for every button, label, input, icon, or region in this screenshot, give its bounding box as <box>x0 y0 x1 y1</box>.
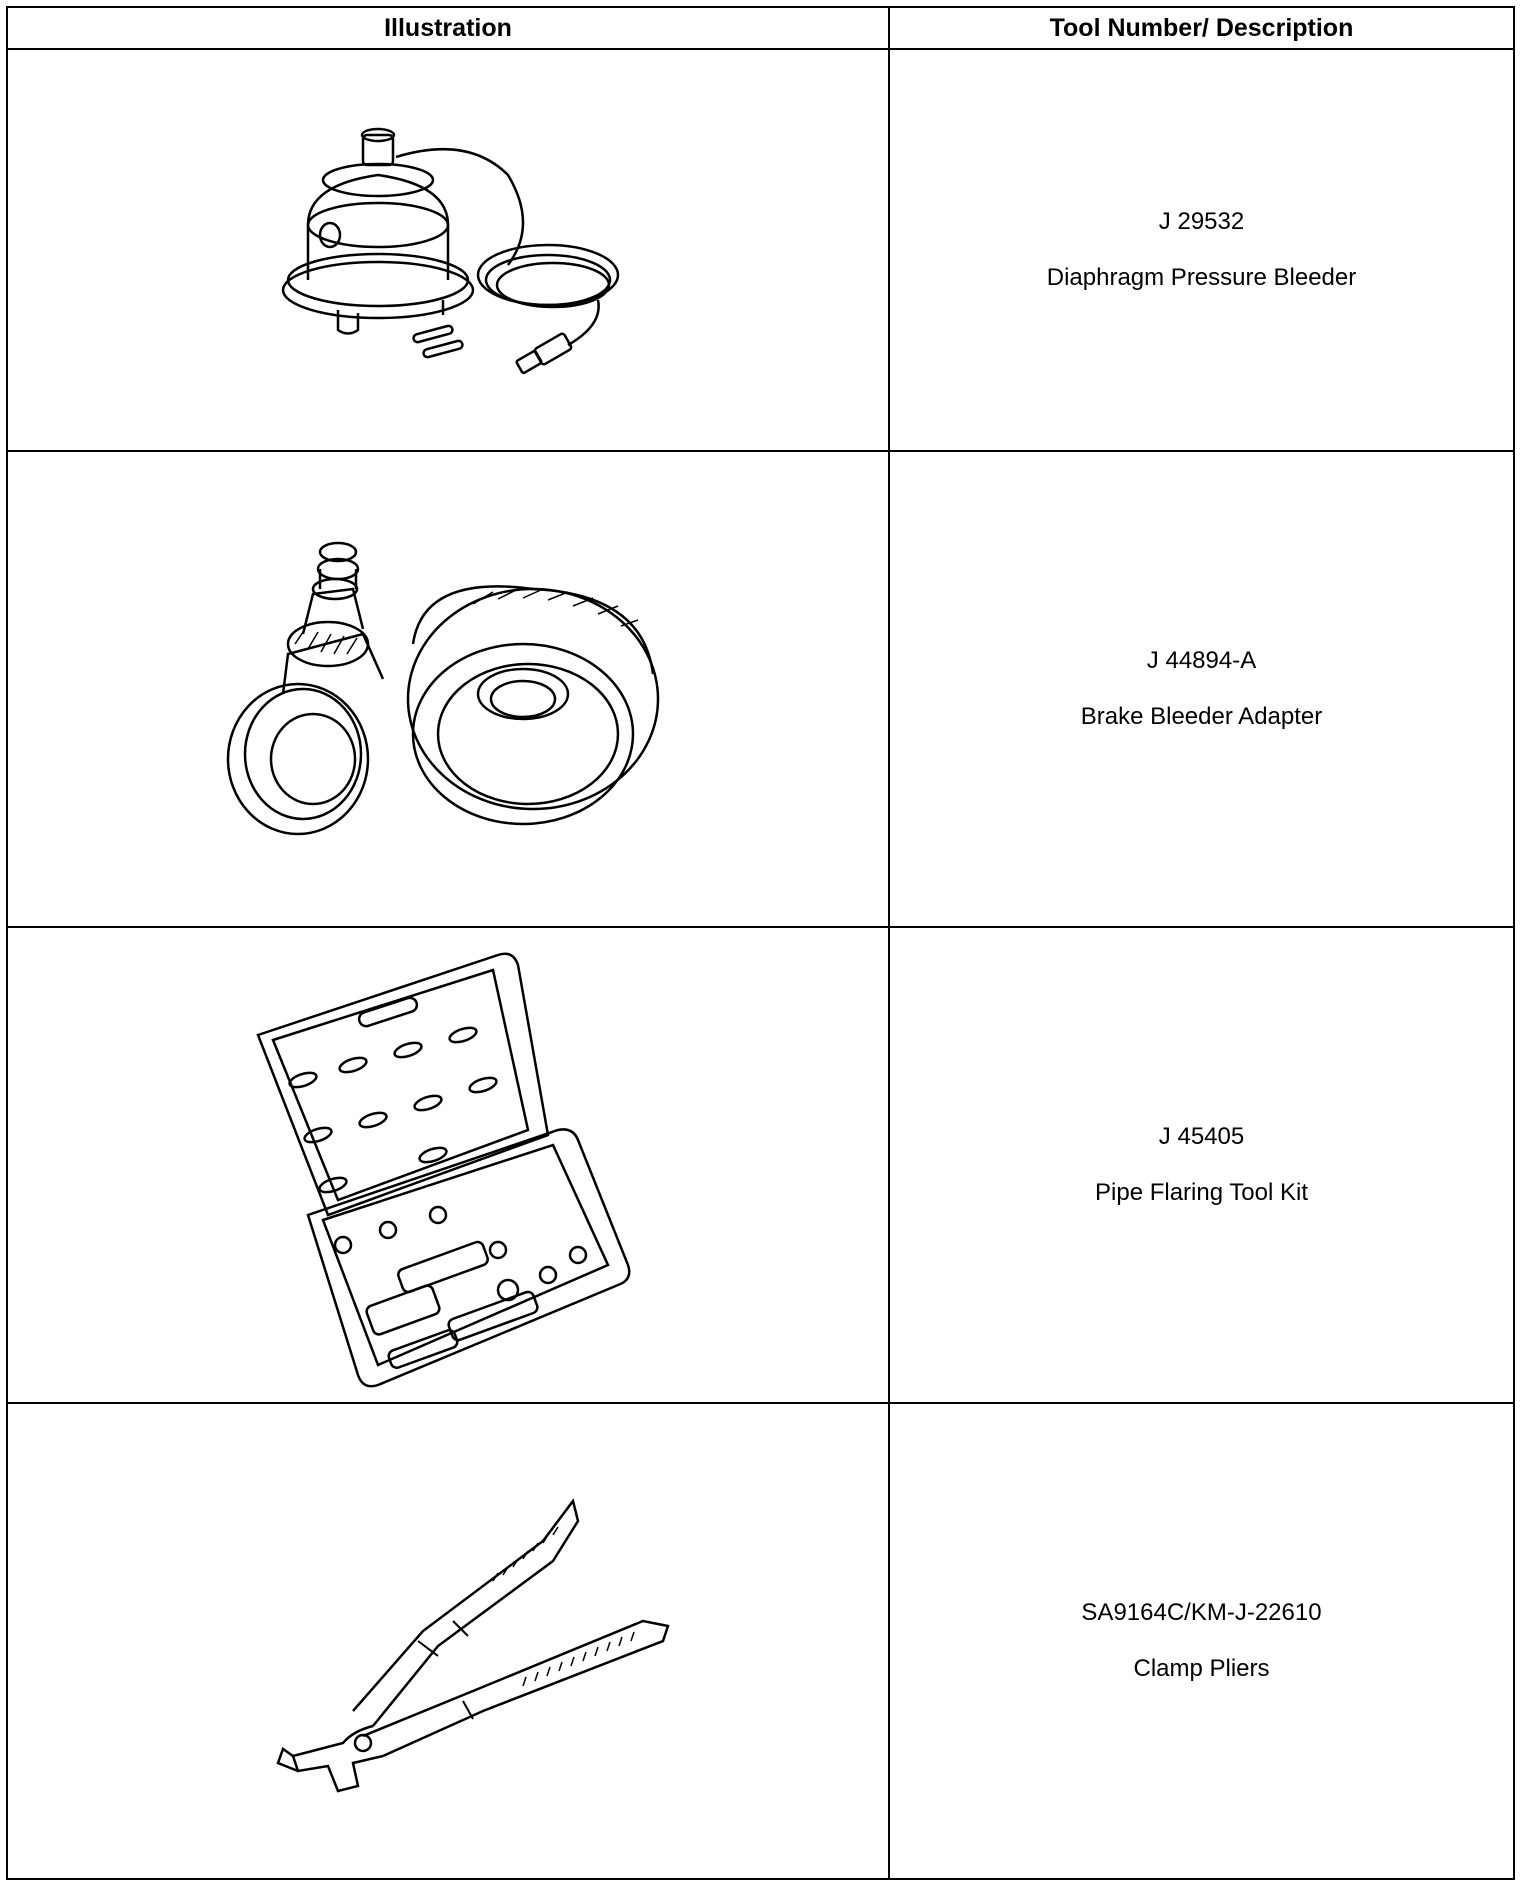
description-cell <box>889 927 1514 1403</box>
tool-number: J 44894-A <box>1146 647 1257 674</box>
illustration-cell <box>7 1403 889 1879</box>
tool-name: Clamp Pliers <box>1133 1655 1270 1682</box>
brake-bleeder-adapter-illustration <box>223 534 673 844</box>
illustration-header: Illustration <box>7 7 889 49</box>
tool-name: Brake Bleeder Adapter <box>1080 703 1323 730</box>
description-cell <box>889 451 1514 927</box>
description-header: Tool Number/ Description <box>889 7 1514 49</box>
pipe-flaring-tool-kit-illustration <box>248 935 648 1395</box>
tool-row <box>7 451 1514 927</box>
clamp-pliers-illustration <box>223 1481 673 1801</box>
tool-number: J 45405 <box>1158 1123 1245 1150</box>
illustration-cell <box>7 49 889 451</box>
tool-table <box>6 6 1515 1880</box>
description-cell <box>889 49 1514 451</box>
description-cell <box>889 1403 1514 1879</box>
tool-number: SA9164C/KM-J-22610 <box>1081 1599 1322 1626</box>
diaphragm-pressure-bleeder-illustration <box>268 115 628 385</box>
header-row <box>7 7 1514 49</box>
tool-number: J 29532 <box>1158 208 1245 235</box>
tool-name: Diaphragm Pressure Bleeder <box>1046 264 1357 291</box>
illustration-cell <box>7 451 889 927</box>
tool-name: Pipe Flaring Tool Kit <box>1095 1179 1308 1206</box>
illustration-cell <box>7 927 889 1403</box>
tool-row <box>7 1403 1514 1879</box>
tool-row <box>7 49 1514 451</box>
tool-row <box>7 927 1514 1403</box>
